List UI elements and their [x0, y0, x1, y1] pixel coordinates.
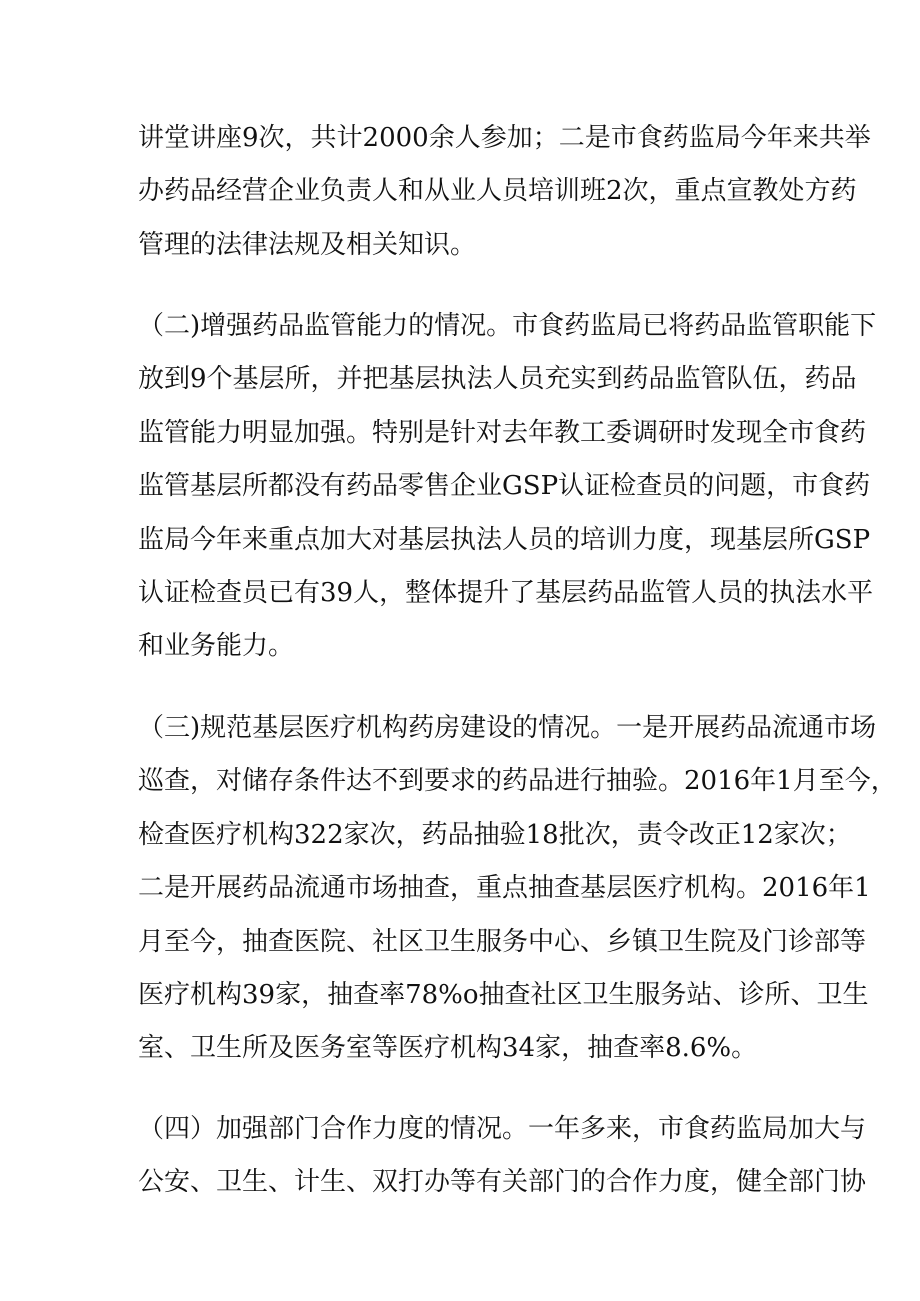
text-line: 公安、卫生、计生、双打办等有关部门的合作力度，健全部门协	[138, 1167, 867, 1198]
paragraph-pharmacy-construction	[138, 702, 897, 1076]
text-line: （三)规范基层医疗机构药房建设的情况。一是开展药品流通市场	[138, 713, 877, 743]
text-line: 放到9个基层所，并把基层执法人员充实到药品监管队伍，药品	[138, 364, 857, 395]
text-line: 月至今，抽查医院、社区卫生服务中心、乡镇卫生院及门诊部等	[138, 926, 867, 957]
text-line: 监局今年来重点加大对基层执法人员的培训力度，现基层所GSP	[138, 524, 871, 555]
paragraph-department-cooperation	[138, 1103, 867, 1210]
paragraph-supervision-capacity	[138, 300, 877, 674]
text-line: （四）加强部门合作力度的情况。一年多来，市食药监局加大与	[138, 1114, 867, 1144]
text-line: 监管能力明显加强。特别是针对去年教工委调研时发现全市食药	[138, 417, 867, 448]
text-line: 讲堂讲座9次，共计2000余人参加；二是市食药监局今年来共举	[138, 123, 871, 153]
text-line: 监管基层所都没有药品零售企业GSP认证检查员的问题，市食药	[138, 471, 871, 502]
text-line: 办药品经营企业负责人和从业人员培训班2次，重点宣教处方药	[138, 176, 857, 207]
paragraph-training	[138, 112, 871, 272]
text-line: 认证检查员已有39人，整体提升了基层药品监管人员的执法水平	[138, 577, 874, 608]
text-line: 巡查，对储存条件达不到要求的药品进行抽验。2016年1月至今，	[138, 766, 897, 797]
text-line: 医疗机构39家，抽查率78%o抽查社区卫生服务站、诊所、卫生	[138, 979, 869, 1010]
text-line: 检查医疗机构322家次，药品抽验18批次，责令改正12家次；	[138, 819, 852, 850]
text-line: 室、卫生所及医务室等医疗机构34家，抽查率8.6%。	[138, 1033, 758, 1064]
text-line: 二是开展药品流通市场抽查，重点抽查基层医疗机构。2016年1	[138, 873, 871, 904]
text-line: 管理的法律法规及相关知识。	[138, 229, 477, 260]
text-line: 和业务能力。	[138, 631, 295, 662]
text-line: （二)增强药品监管能力的情况。市食药监局已将药品监管职能下	[138, 311, 877, 341]
